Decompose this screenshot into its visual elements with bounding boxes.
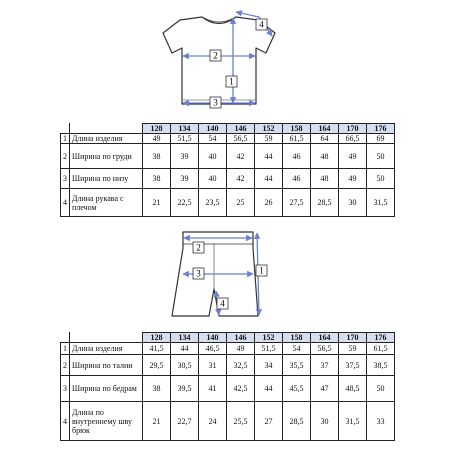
table-header-row [61,124,395,134]
table-row [61,169,395,189]
table-row [61,355,395,376]
row-number: 2 [61,144,70,169]
cell-value: 37 [311,355,339,376]
size-header: 140 [199,333,227,343]
cell-value: 48 [311,144,339,169]
row-label: Длина изделия [70,343,143,355]
shorts-size-table [60,332,395,441]
cell-value: 49 [143,134,171,144]
header-blank [70,124,143,134]
cell-value: 23,5 [199,189,227,217]
size-header: 170 [339,124,367,134]
cell-value: 51,5 [171,134,199,144]
cell-value: 66,5 [339,134,367,144]
cell-value: 32,5 [227,355,255,376]
cell-value: 25 [227,189,255,217]
size-header: 164 [311,124,339,134]
row-label: Ширина по груди [70,144,143,169]
cell-value: 59 [339,343,367,355]
cell-value: 44 [255,169,283,189]
row-label: Ширина по бедрам [70,376,143,402]
size-header: 152 [255,124,283,134]
row-label: Длина изделия [70,134,143,144]
row-number: 3 [61,376,70,402]
cell-value: 44 [255,376,283,402]
cell-value: 48,5 [339,376,367,402]
size-header: 134 [171,333,199,343]
cell-value: 31,5 [339,402,367,441]
cell-value: 27,5 [283,189,311,217]
size-header: 176 [367,124,395,134]
cell-value: 28,5 [311,189,339,217]
shorts-marker-1: 1 [259,265,264,276]
cell-value: 38 [143,144,171,169]
cell-value: 48 [311,169,339,189]
cell-value: 45,5 [283,376,311,402]
shorts-diagram [172,232,267,316]
cell-value: 47 [311,376,339,402]
row-number: 1 [61,134,70,144]
size-header: 140 [199,124,227,134]
shorts-marker-2: 2 [196,242,201,253]
cell-value: 44 [171,343,199,355]
row-number: 4 [61,402,70,441]
cell-value: 50 [367,376,395,402]
cell-value: 29,5 [143,355,171,376]
size-header: 158 [283,333,311,343]
size-header: 158 [283,124,311,134]
table-row [61,402,395,441]
cell-value: 56,5 [227,134,255,144]
cell-value: 28,5 [283,402,311,441]
cell-value: 40 [199,169,227,189]
row-label: Длина рукава с плечом [70,189,143,217]
cell-value: 61,5 [283,134,311,144]
row-label: Ширина по низу [70,169,143,189]
cell-value: 54 [199,134,227,144]
cell-value: 22,7 [171,402,199,441]
cell-value: 50 [367,169,395,189]
size-header: 134 [171,124,199,134]
cell-value: 39,5 [171,376,199,402]
cell-value: 26 [255,189,283,217]
size-header: 146 [227,124,255,134]
cell-value: 39 [171,144,199,169]
cell-value: 46 [283,169,311,189]
cell-value: 54 [283,343,311,355]
row-number: 3 [61,169,70,189]
cell-value: 49 [227,343,255,355]
table-row [61,376,395,402]
cell-value: 59 [255,134,283,144]
table-row [61,144,395,169]
cell-value: 22,5 [171,189,199,217]
cell-value: 33 [367,402,395,441]
cell-value: 42,5 [227,376,255,402]
cell-value: 30 [311,402,339,441]
size-header: 128 [143,333,171,343]
table-header-row [61,333,395,343]
cell-value: 27 [255,402,283,441]
cell-value: 40 [199,144,227,169]
cell-value: 49 [339,169,367,189]
table-row [61,343,395,355]
header-blank [61,333,70,343]
cell-value: 30 [339,189,367,217]
cell-value: 49 [339,144,367,169]
shorts-marker-4: 4 [220,298,225,309]
cell-value: 38,5 [367,355,395,376]
tshirt-marker-3: 3 [213,97,218,108]
size-header: 164 [311,333,339,343]
tshirt-marker-1: 1 [229,76,234,87]
cell-value: 42 [227,144,255,169]
cell-value: 50 [367,144,395,169]
size-header: 176 [367,333,395,343]
cell-value: 69 [367,134,395,144]
size-header: 146 [227,333,255,343]
cell-value: 42 [227,169,255,189]
row-number: 4 [61,189,70,217]
cell-value: 61,5 [367,343,395,355]
tshirt-size-table [60,123,395,217]
cell-value: 24 [199,402,227,441]
row-label: Длина по внутреннему шву брюк [70,402,143,441]
cell-value: 51,5 [255,343,283,355]
cell-value: 25,5 [227,402,255,441]
cell-value: 38 [143,376,171,402]
cell-value: 44 [255,144,283,169]
cell-value: 37,5 [339,355,367,376]
tshirt-marker-2: 2 [213,50,218,61]
tshirt-diagram [163,12,275,108]
cell-value: 35,5 [283,355,311,376]
cell-value: 31 [199,355,227,376]
cell-value: 30,5 [171,355,199,376]
cell-value: 46 [283,144,311,169]
cell-value: 46,5 [199,343,227,355]
tshirt-marker-4: 4 [259,19,264,30]
shorts-marker-3: 3 [196,268,201,279]
cell-value: 41,5 [143,343,171,355]
cell-value: 41 [199,376,227,402]
header-blank [61,124,70,134]
cell-value: 56,5 [311,343,339,355]
cell-value: 34 [255,355,283,376]
cell-value: 64 [311,134,339,144]
table-row [61,189,395,217]
row-number: 2 [61,355,70,376]
cell-value: 31,5 [367,189,395,217]
cell-value: 21 [143,402,171,441]
cell-value: 38 [143,169,171,189]
row-number: 1 [61,343,70,355]
size-header: 128 [143,124,171,134]
header-blank [70,333,143,343]
size-header: 170 [339,333,367,343]
row-label: Ширина по талии [70,355,143,376]
table-row [61,134,395,144]
size-header: 152 [255,333,283,343]
cell-value: 21 [143,189,171,217]
cell-value: 39 [171,169,199,189]
